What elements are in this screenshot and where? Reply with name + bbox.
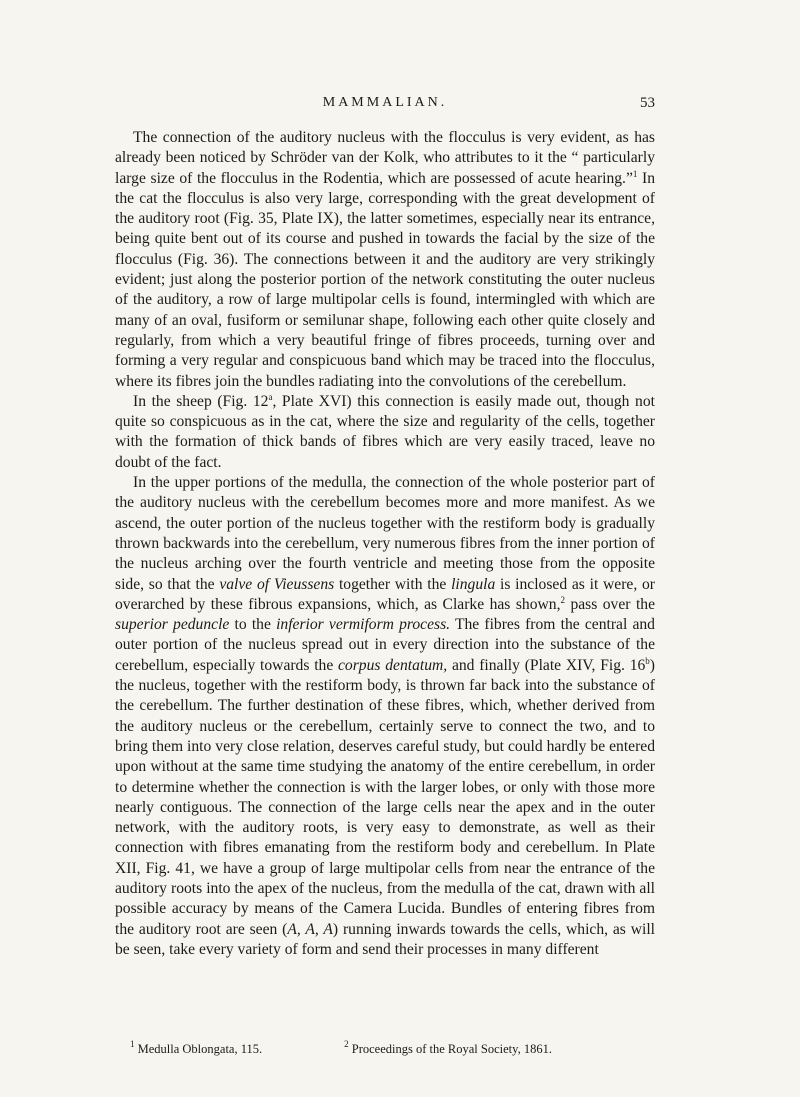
text-run: , Plate XVI) this connection is easily made out, though not quite so conspicuous as in the cat, where the size and regularity of the cells, together with the formation of thick bands of fibres which are very easily traced, leave no doubt of the fact. [115, 392, 655, 471]
italic-term: valve of Vieussens [219, 575, 335, 593]
body-text [115, 128, 655, 960]
paragraph-1 [115, 128, 655, 392]
page-number: 53 [640, 95, 655, 111]
italic-term: superior peduncle [115, 616, 230, 634]
footnotes [130, 1039, 670, 1057]
running-head: MAMMALIAN. [322, 95, 448, 110]
italic-term: inferior vermiform process. [276, 616, 451, 634]
paragraph-2 [115, 392, 655, 473]
footnote-ref-2: 2 [560, 594, 565, 605]
footnote-2 [344, 1039, 552, 1057]
text-run: together with the [334, 575, 452, 593]
text-run: ) the nucleus, together with the restiform body, is thrown far back into the substance of the cerebellum. The further destination of these fibres, which, whether derived from the auditory nucleus or the cerebellum, certainly serve to connect the two, and to bring them into very close relation, deserves careful study, but could hardly be entered upon without at the same time studying the anatomy of the entire cerebellum, in order to determine whether the connection is with the larger lobes, or only with those more nearly contiguous. The connection of the large cells near the apex and in the outer network, with the auditory roots, is very easy to demonstrate, as well as their connection with fibres emanating from the restiform body and cerebellum. In Plate XII, Fig. 41, we have a group of large multipolar cells from near the entrance of the auditory roots into the apex of the nucleus, from the medulla of the cat, drawn with all possible accuracy by means of the Camera Lucida. Bundles of entering fibres from the auditory root are seen ( [115, 656, 655, 938]
text-run: The connection of the auditory nucleus with the flocculus is very evident, as has already been noticed by Schröder van der Kolk, who attributes to it the “ particularly large size of the flocculus in the Rodentia, which are possessed of acute hearing.” [115, 129, 655, 187]
text-run: is inclosed as it were, or overarched by these fibrous expansions, which, as Clarke has shown, [115, 575, 655, 613]
italic-term: lingula [451, 575, 496, 593]
footnote-mark: 1 [130, 1039, 135, 1049]
text-run: In the sheep (Fig. 12 [133, 392, 269, 410]
footnote-text: Medulla Oblongata, 115. [134, 1042, 263, 1056]
text-run: In the upper portions of the medulla, the connection of the whole posterior part of the auditory nucleus with the cerebellum becomes more and more manifest. As we ascend, the outer portion of the nucleus together with the restiform body is gradually thrown backwards into the cerebellum, very numerous fibres from the inner portion of the nucleus arching over the fourth ventricle and meeting those from the opposite side, so that the [115, 474, 655, 593]
footnote-1 [130, 1039, 263, 1057]
figure-superscript: b [645, 655, 650, 666]
italic-term: A, A, A [287, 920, 333, 938]
text-run: The fibres from the central and outer portion of the nucleus spread out in every direction into the substance of the cerebellum, especially towards the [115, 616, 655, 674]
text-run: In the cat the flocculus is also very large, corresponding with the great development of the auditory root (Fig. 35, Plate IX), the latter sometimes, especially near its entrance, being quite bent out of its course and pushed in towards the facial by the size of the flocculus (Fig. 36). The connections between it and the auditory are very strikingly evident; just along the posterior portion of the network constituting the outer nucleus of the auditory, a row of large multipolar cells is found, intermingled with which are many of an oval, fusiform or semilunar shape, following each other quite closely and regularly, from which a very beautiful fringe of fibres proceeds, turning over and forming a very regular and conspicuous band which may be traced into the flocculus, where its fibres join the bundles radiating into the convolutions of the cerebellum. [115, 169, 656, 390]
text-run: and finally (Plate XIV, Fig. 16 [447, 656, 646, 674]
text-run: pass over the [564, 595, 655, 613]
footnote-ref-1: 1 [632, 168, 638, 179]
running-header [115, 95, 655, 123]
text-run: to the [229, 616, 277, 634]
figure-superscript: a [268, 391, 273, 402]
footnote-mark: 2 [344, 1039, 349, 1049]
text-run: ) running inwards towards the cells, which, as will be seen, take every variety of form and send their processes in many different [115, 920, 655, 958]
footnote-text: Proceedings of the Royal Society, 1861. [348, 1042, 552, 1056]
paragraph-3 [115, 473, 655, 960]
italic-term: corpus dentatum, [338, 656, 448, 674]
